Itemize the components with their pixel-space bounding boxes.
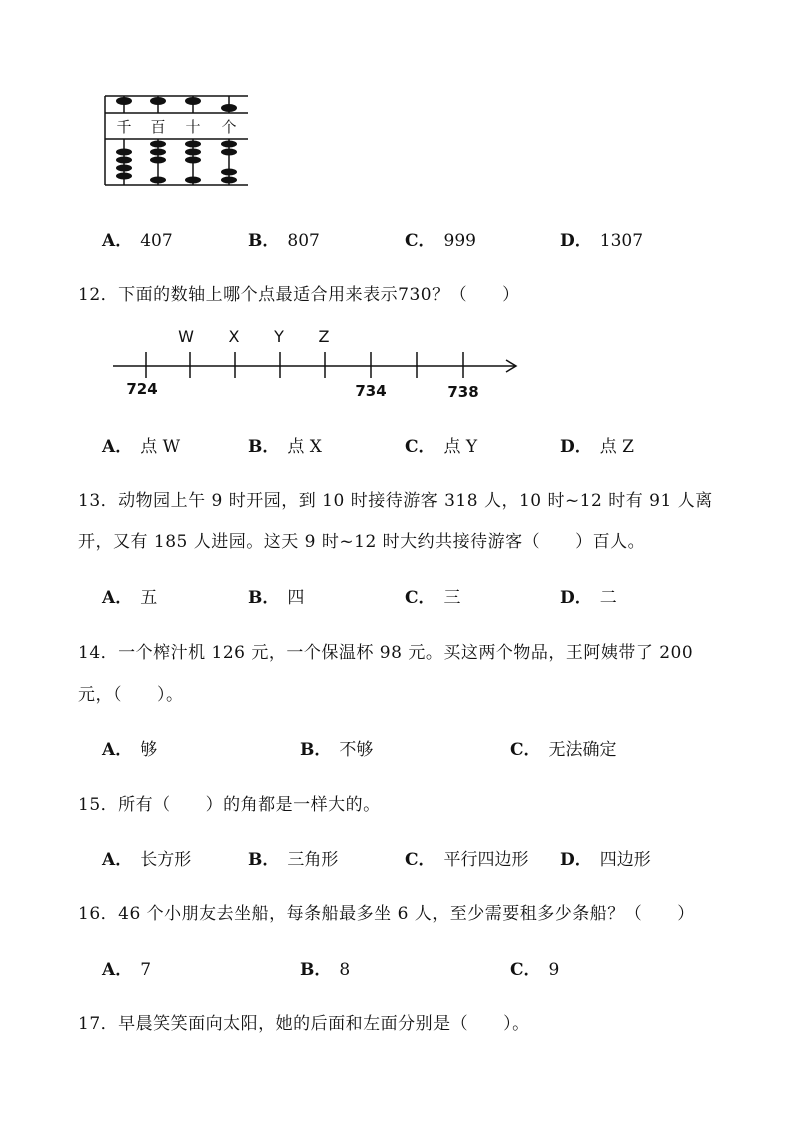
q15-option-a[interactable]: A． 长方形: [102, 850, 192, 870]
point-label-z: Z: [318, 327, 330, 346]
q12-option-a[interactable]: A． 点 W: [102, 437, 181, 457]
q12-option-c[interactable]: C． 点 Y: [405, 437, 478, 457]
q12-option-b[interactable]: B． 点 X: [248, 437, 322, 457]
q14-question-line2: 元，（ ）。: [78, 685, 184, 705]
q16-option-b[interactable]: B． 8: [300, 960, 351, 980]
q15-option-d[interactable]: D． 四边形: [560, 850, 651, 870]
point-label-w: W: [178, 327, 194, 346]
q14-option-a[interactable]: A． 够: [102, 740, 158, 760]
q13-option-d[interactable]: D． 二: [560, 588, 617, 608]
abacus-label-hundreds: 百: [150, 118, 166, 136]
q11-option-b[interactable]: B． 807: [248, 231, 320, 251]
q15-option-c[interactable]: C． 平行四边形: [405, 850, 529, 870]
q13-question-line2: 开，又有 185 人进园。这天 9 时~12 时大约共接待游客（ ）百人。: [78, 532, 646, 552]
q16-option-a[interactable]: A． 7: [102, 960, 152, 980]
point-label-x: X: [228, 327, 240, 346]
q13-option-c[interactable]: C． 三: [405, 588, 461, 608]
q15-option-b[interactable]: B． 三角形: [248, 850, 339, 870]
q12-option-d[interactable]: D． 点 Z: [560, 437, 634, 457]
abacus-label-tens: 十: [185, 118, 201, 136]
abacus-label-thousands: 千: [116, 118, 132, 136]
q15-question: 15．所有（ ）的角都是一样大的。: [78, 795, 381, 815]
q13-option-a[interactable]: A． 五: [102, 588, 158, 608]
q17-question: 17．早晨笑笑面向太阳，她的后面和左面分别是（ ）。: [78, 1014, 530, 1034]
q14-option-c[interactable]: C． 无法确定: [510, 740, 617, 760]
tick-label-724: 724: [126, 380, 158, 398]
number-line-figure: [108, 322, 528, 404]
q11-option-a[interactable]: A． 407: [102, 231, 173, 251]
q14-question-line1: 14．一个榨汁机 126 元，一个保温杯 98 元。买这两个物品，王阿姨带了 200: [78, 643, 694, 663]
q16-question: 16．46 个小朋友去坐船，每条船最多坐 6 人，至少需要租多少条船？（ ）: [78, 904, 695, 924]
q14-option-b[interactable]: B． 不够: [300, 740, 374, 760]
q16-option-c[interactable]: C． 9: [510, 960, 560, 980]
q12-question: 12．下面的数轴上哪个点最适合用来表示730？（ ）: [78, 285, 520, 305]
q13-option-b[interactable]: B． 四: [248, 588, 305, 608]
abacus-figure: [100, 90, 255, 190]
abacus-label-ones: 个: [221, 118, 237, 136]
tick-label-734: 734: [355, 382, 387, 400]
q11-option-c[interactable]: C． 999: [405, 231, 476, 251]
q13-question-line1: 13．动物园上午 9 时开园，到 10 时接待游客 318 人，10 时~12 时有 91 人离: [78, 491, 713, 511]
tick-label-738: 738: [447, 383, 479, 401]
point-label-y: Y: [274, 327, 284, 346]
q11-option-d[interactable]: D． 1307: [560, 231, 644, 251]
